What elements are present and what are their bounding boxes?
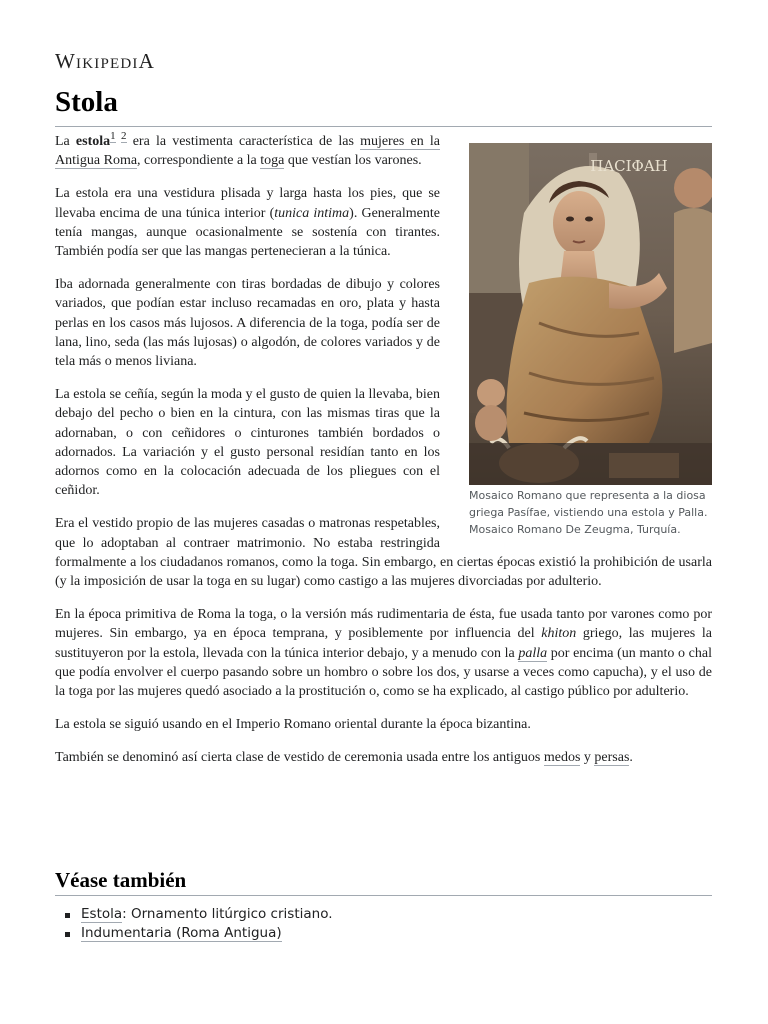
paragraph-7: La estola se siguió usando en el Imperio Romano oriental durante la época bizantina. (55, 717, 531, 733)
mosaic-image[interactable] (469, 143, 712, 485)
list-item: Estola: Ornamento litúrgico cristiano. (55, 905, 333, 924)
article-body (55, 132, 712, 782)
term-bold: estola (75, 134, 111, 149)
page-title: Stola (55, 86, 118, 118)
figure-caption: Mosaico Romano que representa a la diosa griega Pasífae, vistiendo una estola y Palla. Mosaico Romano De Zeugma, Turquía. (469, 489, 708, 536)
link-indumentaria-roma-antigua[interactable]: Indumentaria (Roma Antigua) (81, 925, 282, 941)
bullet-icon (65, 913, 70, 918)
see-also-heading: Véase también (55, 868, 187, 892)
mosaic-inscription: ΠΑCΙΦΑΗ (590, 157, 668, 175)
paragraph-6: En la época primitiva de Roma la toga, o la versión más rudimentaria de ésta, fue usada tanto por varones como por mujeres. Sin embargo, ya en época temprana, y posiblemente por influencia del khiton griego, las mujeres la sustituyeron por la estola, llevada con la túnica interior debajo, y a menudo con la palla por encima (un manto o chal que podía envolver el cuerpo pasando sobre un hombro o sobre los dos, y usarse a veces como capucha), y el uso de la toga por las mujeres quedó asociado a la prostitución o, como se ha explicado, al castigo público por adulterio. (55, 607, 712, 700)
reference-1[interactable]: 1 (110, 130, 116, 142)
reference-2[interactable]: 2 (121, 130, 127, 142)
paragraph-5: Era el vestido propio de las mujeres casadas o matronas respetables, que lo adoptaban al contraer matrimonio. No estaba restringida formalmente a los ciudadanos romanos, como la toga. Sin embargo, en ciertas épocas existió la prohibición de usarla (y la imposición de usar la toga en su lugar) como castigo a las mujeres divorciadas por adulterio. (55, 516, 712, 590)
link-persas[interactable]: persas (594, 750, 630, 766)
intro-paragraph: La estola$^{1 2}$ era la vestimenta característica de las mujeres en la Antigua Roma, correspondiente a la toga que vestían los varones. (55, 130, 441, 169)
paragraph-4: La estola se ceñía, según la moda y el gusto de quien la llevaba, bien debajo del pecho o bien en la cintura, con las mismas tiras que la adornaban, o con ceñidores o cinturones también bordados o adornados. La variación y el gusto personal residían tanto en los adornos como en la colocación adecuada de los pliegues con el ceñidor. (55, 387, 440, 499)
bullet-icon (65, 932, 70, 937)
link-estola[interactable]: Estola (81, 906, 123, 922)
paragraph-2: La estola era una vestidura plisada y larga hasta los pies, que se llevaba encima de una túnica interior (tunica intima). Generalmente tenía mangas, aunque ocasionalmente se sostenía con tirantes. También podía ser que las mangas pertenecieran a la túnica. (55, 186, 440, 260)
link-mujeres-en-la-antigua-roma[interactable]: mujeres en la Antigua Roma (55, 134, 441, 169)
see-also-list (55, 905, 333, 943)
section-divider (55, 895, 712, 896)
title-divider (55, 126, 712, 127)
list-item (55, 924, 333, 943)
paragraph-8: También se denominó así cierta clase de vestido de ceremonia usada entre los antiguos medos y persas. (55, 750, 633, 766)
link-medos[interactable]: medos (543, 750, 581, 766)
mosaic-figure (464, 143, 712, 538)
paragraph-3: Iba adornada generalmente con tiras bordadas de dibujo y colores variados, que podían estar incluso recamadas en oro, plata y hasta perlas en los casos más lujosos. A diferencia de la toga, podía ser de lana, lino, seda (las más lujosas) o algodón, de colores variados y de tela más o menos liviana. (55, 277, 440, 370)
link-palla[interactable]: palla (518, 645, 548, 661)
link-toga[interactable]: toga (260, 153, 285, 169)
wikipedia-logo[interactable]: WIKIPEDIA (55, 49, 155, 73)
